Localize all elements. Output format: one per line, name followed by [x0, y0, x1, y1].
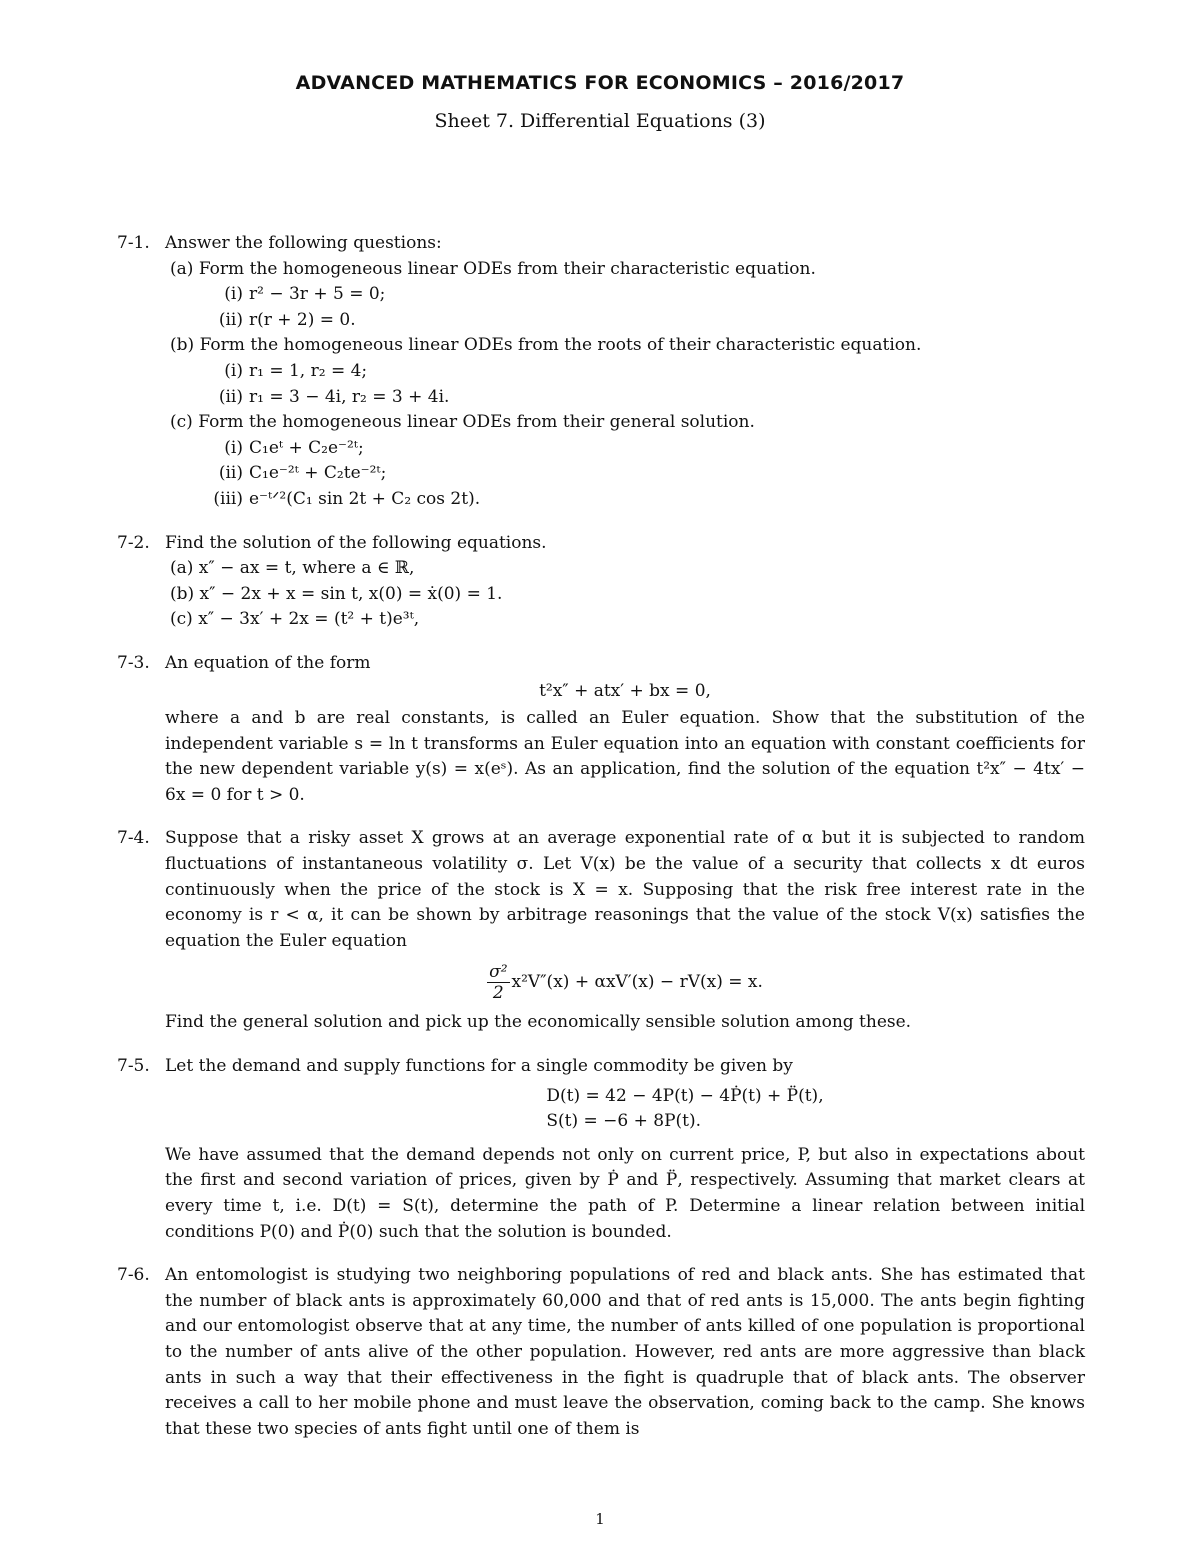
item-math: r² − 3r + 5 = 0;: [249, 284, 386, 305]
item-math: r(r + 2) = 0.: [249, 309, 356, 330]
problem-number: 7-6.: [117, 1265, 150, 1286]
item-label: (ii): [218, 463, 243, 484]
problem-number: 7-1.: [117, 233, 150, 253]
course-title: ADVANCED MATHEMATICS FOR ECONOMICS – 2016/2017: [295, 72, 905, 94]
problem-number: 7-4.: [117, 828, 150, 849]
item-label: (i): [224, 284, 243, 305]
problem-body: Suppose that a risky asset X grows at an average exponential rate of α but it is subjected to random fluctuations of instantaneous volatility σ. Let V(x) be the value of a security that collects x dt euros continuously when the price of the stock is X = x. Supposing that the risk free interest rate in the economy is r < α, it can be shown by arbitrage reasonings that the value of the stock V(x) satisfies the equation the Euler equation: [165, 828, 1085, 951]
subpart-label: (b): [170, 335, 195, 356]
item-label: (ii): [218, 386, 243, 407]
item-a-i: [165, 282, 1085, 308]
item-a-ii: [165, 308, 1085, 334]
problem-closing: Find the general solution and pick up the economically sensible solution among these.: [165, 1012, 912, 1033]
fraction: [487, 962, 509, 1003]
equation-system: [165, 1084, 1085, 1135]
subpart-a: [165, 257, 1085, 283]
subpart-label: (a): [170, 258, 194, 279]
item-label: (ii): [218, 309, 243, 330]
demand-equation: D(t) = 42 − 4P(t) − 4Ṗ(t) + P̈(t),: [546, 1085, 824, 1106]
problem-body: where a and b are real constants, is called an Euler equation. Show that the substitution of the independent variable s = ln t transforms an Euler equation into an equation with constant coefficients for the new dependent variable y(s) = x(eˢ). As an application, find the solution of the equation t²x″ − 4tx′ − 6x = 0 for t > 0.: [165, 708, 1085, 805]
problem-intro: Find the solution of the following equations.: [165, 532, 547, 553]
subpart-text: Form the homogeneous linear ODEs from their characteristic equation.: [198, 258, 816, 279]
problem-7-2: [117, 531, 1085, 633]
subpart-text: Form the homogeneous linear ODEs from the roots of their characteristic equation.: [199, 335, 922, 356]
item-c-ii: [165, 461, 1085, 487]
item-b-ii: [165, 385, 1085, 411]
problem-number: 7-3.: [117, 652, 150, 673]
problem-7-6: [117, 1263, 1085, 1442]
problem-7-5: [117, 1054, 1085, 1245]
page-header: [0, 72, 1200, 132]
supply-equation: S(t) = −6 + 8P(t).: [546, 1111, 702, 1132]
problem-intro: An equation of the form: [165, 652, 371, 673]
item-label: (i): [224, 360, 243, 381]
euler-equation: t²x″ + atx′ + bx = 0,: [539, 680, 711, 701]
item-label: (i): [224, 437, 243, 458]
problem-intro: Let the demand and supply functions for a single commodity be given by: [165, 1056, 793, 1077]
item-b-i: [165, 359, 1085, 385]
subpart-b: [165, 333, 1085, 359]
problem-number: 7-5.: [117, 1056, 150, 1077]
subpart-a: (a) x″ − ax = t, where a ∈ ℝ,: [170, 558, 415, 579]
item-math: r₁ = 1, r₂ = 4;: [249, 360, 368, 381]
volatility-equation: [165, 956, 1085, 1008]
fraction-numerator: σ²: [489, 961, 508, 982]
fraction-denominator: 2: [492, 982, 504, 1003]
item-c-i: [165, 436, 1085, 462]
sheet-title: Sheet 7. Differential Equations (3): [434, 110, 766, 132]
subpart-b: (b) x″ − 2x + x = sin t, x(0) = ẋ(0) = 1.: [170, 583, 503, 604]
equation-rest: x²V″(x) + αxV′(x) − rV(x) = x.: [511, 971, 763, 992]
subpart-text: Form the homogeneous linear ODEs from their general solution.: [198, 412, 755, 433]
problem-body: We have assumed that the demand depends not only on current price, P, but also in expectations about the first and second variation of prices, given by Ṗ and P̈, respectively. Assuming that market clears at every time t, i.e. D(t) = S(t), determine the path of P. Determine a linear relation between initial conditions P(0) and Ṗ(0) such that the solution is bounded.: [165, 1144, 1085, 1242]
page-number: 1: [595, 1510, 605, 1528]
problem-list: [117, 231, 1085, 1460]
item-math: r₁ = 3 − 4i, r₂ = 3 + 4i.: [249, 386, 450, 407]
item-math: C₁eᵗ + C₂e⁻²ᵗ;: [249, 437, 364, 458]
item-math: e⁻ᵗᐟ²(C₁ sin 2t + C₂ cos 2t).: [249, 488, 481, 509]
subpart-c: [165, 410, 1085, 436]
subpart-c: (c) x″ − 3x′ + 2x = (t² + t)e³ᵗ,: [170, 609, 420, 630]
problem-intro: Answer the following questions:: [165, 233, 442, 253]
problem-7-1: [117, 231, 1085, 513]
item-label: (iii): [213, 488, 243, 509]
item-c-iii: [165, 487, 1085, 513]
problem-body: An entomologist is studying two neighboring populations of red and black ants. She has estimated that the number of black ants is approximately 60,000 and that of red ants is 15,000. The ants begin fighting and our entomologist observe that at any time, the number of ants killed of one population is proportional to the number of ants alive of the other population. However, red ants are more aggressive than black ants in such a way that their effectiveness in the fight is quadruple that of black ants. The observer receives a call to her mobile phone and must leave the observation, coming back to the camp. She knows that these two species of ants fight until one of them is: [165, 1265, 1085, 1439]
problem-number: 7-2.: [117, 532, 150, 553]
problem-7-4: [117, 826, 1085, 1036]
item-math: C₁e⁻²ᵗ + C₂te⁻²ᵗ;: [249, 463, 387, 484]
problem-7-3: [117, 651, 1085, 809]
subpart-label: (c): [170, 412, 193, 433]
